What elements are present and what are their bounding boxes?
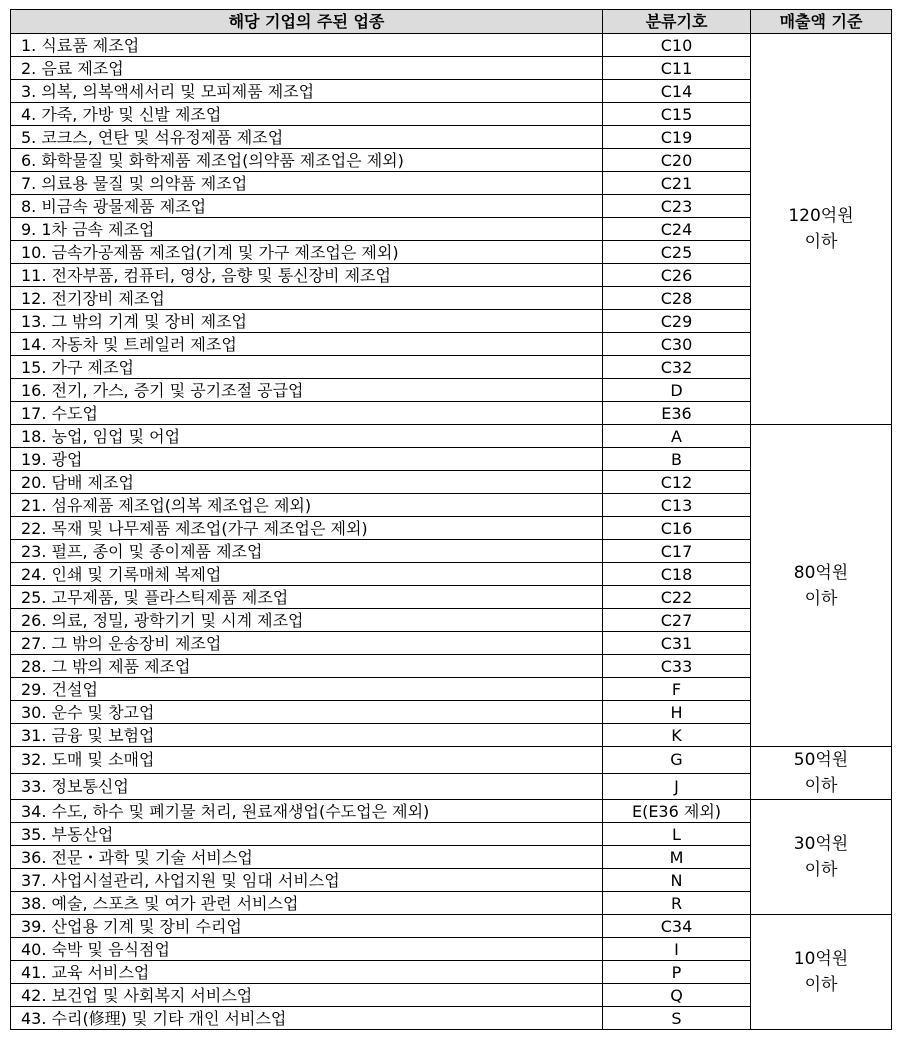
table-row: [11, 800, 892, 823]
revenue-threshold-cell: 10억원 이하: [751, 915, 892, 1030]
industry-cell: 12. 전기장비 제조업: [11, 287, 603, 310]
table-row: [11, 425, 892, 448]
industry-cell: 25. 고무제품, 및 플라스틱제품 제조업: [11, 586, 603, 609]
industry-cell: 8. 비금속 광물제품 제조업: [11, 195, 603, 218]
code-cell: Q: [603, 984, 751, 1007]
code-cell: C17: [603, 540, 751, 563]
code-cell: C27: [603, 609, 751, 632]
code-cell: C21: [603, 172, 751, 195]
code-cell: C23: [603, 195, 751, 218]
industry-cell: 42. 보건업 및 사회복지 서비스업: [11, 984, 603, 1007]
code-cell: C29: [603, 310, 751, 333]
code-cell: E(E36 제외): [603, 800, 751, 823]
industry-cell: 41. 교육 서비스업: [11, 961, 603, 984]
industry-cell: 16. 전기, 가스, 증기 및 공기조절 공급업: [11, 379, 603, 402]
industry-cell: 17. 수도업: [11, 402, 603, 425]
code-cell: A: [603, 425, 751, 448]
industry-cell: 11. 전자부품, 컴퓨터, 영상, 음향 및 통신장비 제조업: [11, 264, 603, 287]
header-industry: 해당 기업의 주된 업종: [11, 10, 603, 34]
industry-cell: 27. 그 밖의 운송장비 제조업: [11, 632, 603, 655]
revenue-threshold-cell: 50억원 이하: [751, 747, 892, 800]
industry-cell: 33. 정보통신업: [11, 773, 603, 800]
code-cell: I: [603, 938, 751, 961]
code-cell: H: [603, 701, 751, 724]
code-cell: F: [603, 678, 751, 701]
code-cell: C10: [603, 34, 751, 57]
industry-cell: 35. 부동산업: [11, 823, 603, 846]
code-cell: C33: [603, 655, 751, 678]
code-cell: P: [603, 961, 751, 984]
industry-cell: 30. 운수 및 창고업: [11, 701, 603, 724]
table-header-row: [11, 10, 892, 34]
code-cell: N: [603, 869, 751, 892]
revenue-threshold-cell: 120억원 이하: [751, 34, 892, 425]
industry-cell: 15. 가구 제조업: [11, 356, 603, 379]
industry-cell: 13. 그 밖의 기계 및 장비 제조업: [11, 310, 603, 333]
industry-cell: 5. 코크스, 연탄 및 석유정제품 제조업: [11, 126, 603, 149]
revenue-threshold-cell: 80억원 이하: [751, 425, 892, 747]
code-cell: C15: [603, 103, 751, 126]
industry-cell: 18. 농업, 임업 및 어업: [11, 425, 603, 448]
industry-cell: 34. 수도, 하수 및 폐기물 처리, 원료재생업(수도업은 제외): [11, 800, 603, 823]
industry-cell: 36. 전문・과학 및 기술 서비스업: [11, 846, 603, 869]
industry-cell: 14. 자동차 및 트레일러 제조업: [11, 333, 603, 356]
code-cell: S: [603, 1007, 751, 1030]
industry-cell: 31. 금융 및 보험업: [11, 724, 603, 747]
code-cell: C19: [603, 126, 751, 149]
industry-revenue-table: [10, 9, 892, 1030]
header-revenue: 매출액 기준: [751, 10, 892, 34]
code-cell: E36: [603, 402, 751, 425]
industry-cell: 24. 인쇄 및 기록매체 복제업: [11, 563, 603, 586]
industry-cell: 29. 건설업: [11, 678, 603, 701]
industry-cell: 32. 도매 및 소매업: [11, 747, 603, 774]
industry-cell: 7. 의료용 물질 및 의약품 제조업: [11, 172, 603, 195]
industry-cell: 28. 그 밖의 제품 제조업: [11, 655, 603, 678]
code-cell: C13: [603, 494, 751, 517]
code-cell: C22: [603, 586, 751, 609]
code-cell: C26: [603, 264, 751, 287]
industry-cell: 43. 수리(修理) 및 기타 개인 서비스업: [11, 1007, 603, 1030]
industry-cell: 39. 산업용 기계 및 장비 수리업: [11, 915, 603, 938]
industry-cell: 26. 의료, 정밀, 광학기기 및 시계 제조업: [11, 609, 603, 632]
industry-cell: 38. 예술, 스포츠 및 여가 관련 서비스업: [11, 892, 603, 915]
code-cell: C12: [603, 471, 751, 494]
industry-cell: 21. 섬유제품 제조업(의복 제조업은 제외): [11, 494, 603, 517]
code-cell: M: [603, 846, 751, 869]
industry-cell: 2. 음료 제조업: [11, 57, 603, 80]
code-cell: C20: [603, 149, 751, 172]
code-cell: C14: [603, 80, 751, 103]
header-code: 분류기호: [603, 10, 751, 34]
code-cell: C18: [603, 563, 751, 586]
code-cell: C28: [603, 287, 751, 310]
industry-cell: 3. 의복, 의복액세서리 및 모피제품 제조업: [11, 80, 603, 103]
table-body: [11, 34, 892, 1030]
code-cell: C30: [603, 333, 751, 356]
code-cell: C25: [603, 241, 751, 264]
industry-cell: 23. 펄프, 종이 및 종이제품 제조업: [11, 540, 603, 563]
industry-cell: 6. 화학물질 및 화학제품 제조업(의약품 제조업은 제외): [11, 149, 603, 172]
code-cell: C24: [603, 218, 751, 241]
industry-cell: 9. 1차 금속 제조업: [11, 218, 603, 241]
code-cell: G: [603, 747, 751, 774]
code-cell: L: [603, 823, 751, 846]
code-cell: C31: [603, 632, 751, 655]
industry-cell: 37. 사업시설관리, 사업지원 및 임대 서비스업: [11, 869, 603, 892]
industry-cell: 19. 광업: [11, 448, 603, 471]
code-cell: C34: [603, 915, 751, 938]
code-cell: C16: [603, 517, 751, 540]
industry-cell: 20. 담배 제조업: [11, 471, 603, 494]
table-row: [11, 747, 892, 774]
table-row: [11, 915, 892, 938]
code-cell: J: [603, 773, 751, 800]
code-cell: C32: [603, 356, 751, 379]
code-cell: R: [603, 892, 751, 915]
industry-cell: 4. 가죽, 가방 및 신발 제조업: [11, 103, 603, 126]
code-cell: B: [603, 448, 751, 471]
industry-cell: 40. 숙박 및 음식점업: [11, 938, 603, 961]
industry-cell: 10. 금속가공제품 제조업(기계 및 가구 제조업은 제외): [11, 241, 603, 264]
code-cell: K: [603, 724, 751, 747]
code-cell: C11: [603, 57, 751, 80]
industry-cell: 22. 목재 및 나무제품 제조업(가구 제조업은 제외): [11, 517, 603, 540]
table-row: [11, 34, 892, 57]
revenue-threshold-cell: 30억원 이하: [751, 800, 892, 915]
industry-cell: 1. 식료품 제조업: [11, 34, 603, 57]
code-cell: D: [603, 379, 751, 402]
